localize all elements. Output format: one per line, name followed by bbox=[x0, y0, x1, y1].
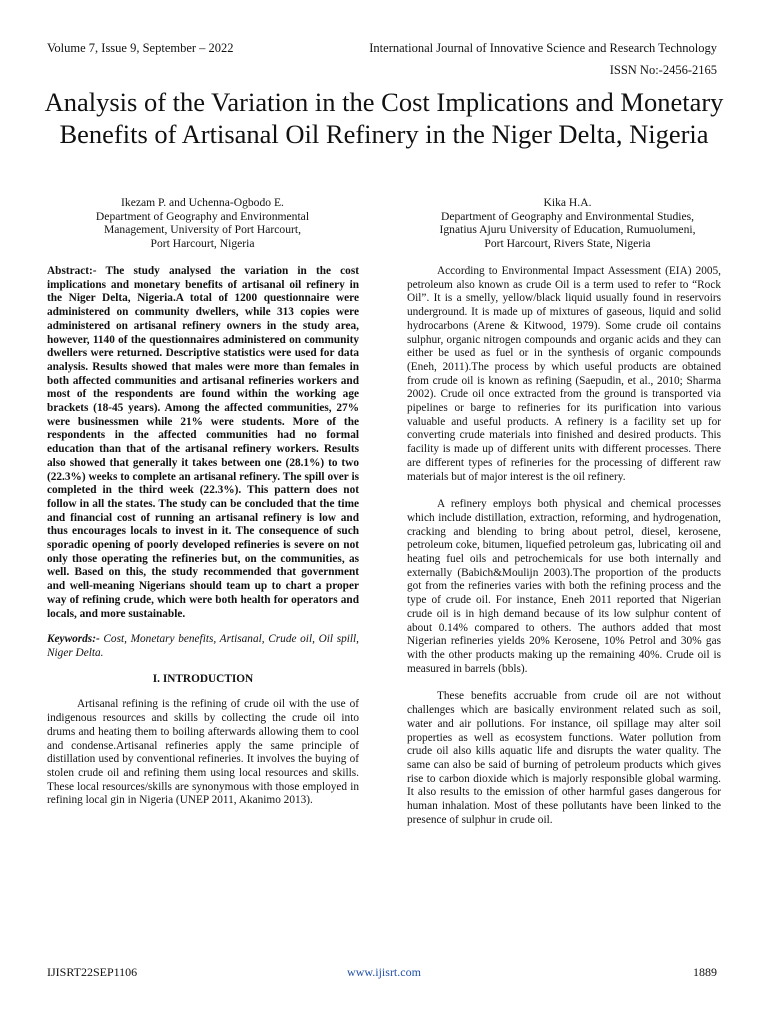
author-names: Ikezam P. and Uchenna-Ogbodo E. bbox=[121, 196, 284, 209]
affiliation-line: Port Harcourt, Rivers State, Nigeria bbox=[484, 236, 651, 250]
journal-name: International Journal of Innovative Science and Research Technology bbox=[369, 41, 717, 55]
paper-title: Analysis of the Variation in the Cost Implications and Monetary Benefits of Artisanal Oil Refinery in the Niger Delta, Nigeria bbox=[44, 87, 724, 149]
affiliation-line: Department of Geography and Environmental bbox=[95, 209, 310, 223]
intro-paragraph: Artisanal refining is the refining of crude oil with the use of indigenous resources and skills by collecting the crude oil into drums and heating them to boiling afterwards allowing them to cool and condense.Artisanal refineries apply the same principle of distillation used by conventional refineries. It involves the buying of stolen crude oil and refining them using local resources and skills. These local resources/skills are synonymous with those employed in refining local gin in Nigeria (UNEP 2011, Akanimo 2013). bbox=[47, 698, 359, 807]
abstract: Abstract:- The study analysed the variation in the cost implications and monetary benefits of artisanal oil refinery in the Niger Delta, Nigeria.A total of 1200 questionnaire were administered on community dwellers, while 313 copies were administered on artisanal refinery owners in the study area, however, 1140 of the questionnaires administered on community dwellers were returned. Descriptive statistics were used for data analysis. Results showed that males were more than females in both affected communities and artisanal refineries workers and most of the respondents are found within the working age brackets (18-45 years). Among the affected communities, 27% were businessmen while 21% were students. More of the respondents in the affected communities had no formal education than that of the artisanal refinery workers. Results also showed that generally it takes between one (28.1%) to two (22.3%) weeks to complete an artisanal refinery. The spill over is completed in the third week (22.3%). This pattern does not follow in all the states. The study can be concluded that the time and financial cost of running an artisanal refinery is low and thus encourages locals to invest in it. The consequence of such sporadic opening of poorly developed refineries is severe on not only those operating the refineries but, on the communities, as well. Based on this, the study recommended that government and well-meaning Nigerians should team up to chart a proper way of refining crude, which were both health for operators and locals, and more sustainable. bbox=[47, 265, 359, 620]
author-block-right bbox=[405, 196, 730, 250]
paper-code: IJISRT22SEP1106 bbox=[47, 965, 138, 979]
affiliation-line: Port Harcourt, Nigeria bbox=[150, 236, 255, 250]
body-paragraph: According to Environmental Impact Assessment (EIA) 2005, petroleum also known as crude Oil is a term used to refer to “Rock Oil”. It is a smelly, yellow/black liquid usually found in reservoirs underground. It is made up of mixtures of gaseous, liquid and solid hydrocarbons (Arene & Kitwood, 1979). Some crude oil contains sulphur, organic nitrogen compounds and organic acids and they can either be used as fuel or in the synthesis of organic compounds (Eneh, 2011).The process by which useful products are obtained from crude oil is known as refining (Saepudin, et al., 2010; Sharma 2002). Crude oil once extracted from the ground is transported via pipelines or barge to refineries for its purification into various valuable and useful products. A refinery is a facility set up for converting crude materials into finished and desired products. This facility is made up of different units with different processes. There are different types of refineries for the processing of different raw materials but of major interest is the oil refinery. bbox=[407, 265, 721, 483]
body-paragraph: A refinery employs both physical and chemical processes which include distillation, extraction, reforming, and hydrogenation, cracking and blending to bring about petrol, diesel, kerosene, petroleum coke, bitumen, liquefied petroleum gas, lubricating oil and heating fuel oils and petrochemicals for use both internally and externally (Babich&Moulijn 2003).The proportion of the products got from the refineries varies with both the refining process and the type of crude oil. For instance, Eneh 2011 reported that Nigerian crude oil is in high demand because of its low sulphur content of about 0.14% compared to others. The authors added that most Nigerian refineries yields 20% Kerosene, 10% Petrol and 30% gas with the other products making up the remaining 40%. Crude oil is measured in barrels (bbls). bbox=[407, 498, 721, 675]
author-names: Kika H.A. bbox=[543, 196, 592, 209]
page-number: 1889 bbox=[693, 965, 717, 979]
affiliation-line: Management, University of Port Harcourt, bbox=[103, 223, 302, 237]
left-column bbox=[47, 265, 359, 808]
keywords-text: Cost, Monetary benefits, Artisanal, Crude oil, Oil spill, Niger Delta. bbox=[47, 633, 359, 659]
affiliation-line: Ignatius Ajuru University of Education, Rumuolumeni, bbox=[439, 223, 696, 237]
author-block-left bbox=[60, 196, 345, 250]
affiliation-line: Department of Geography and Environmental Studies, bbox=[440, 209, 695, 223]
keywords bbox=[47, 633, 359, 660]
volume-info: Volume 7, Issue 9, September – 2022 bbox=[47, 41, 234, 55]
section-heading-introduction: I. INTRODUCTION bbox=[152, 672, 254, 685]
body-paragraph: These benefits accruable from crude oil are not without challenges which are basically environment related such as soil, water and air pollutions. For instance, oil spillage may alter soil properties as well as ecosystem functions. Water pollution from crude oil also kills aquatic life and disrupts the water quality. The same can also be said of burning of petroleum products which gives rise to carbon dioxide which is majorly responsible global warming. It also results to the emission of other harmful gases dangerous for human inhalation. Most of these pollutants have been linked to the presence of sulphur in crude oil. bbox=[407, 690, 721, 826]
issn: ISSN No:-2456-2165 bbox=[609, 63, 717, 77]
keywords-label: Keywords:- bbox=[47, 633, 100, 646]
right-column bbox=[407, 265, 721, 827]
journal-url-link[interactable]: www.ijisrt.com bbox=[347, 965, 421, 979]
